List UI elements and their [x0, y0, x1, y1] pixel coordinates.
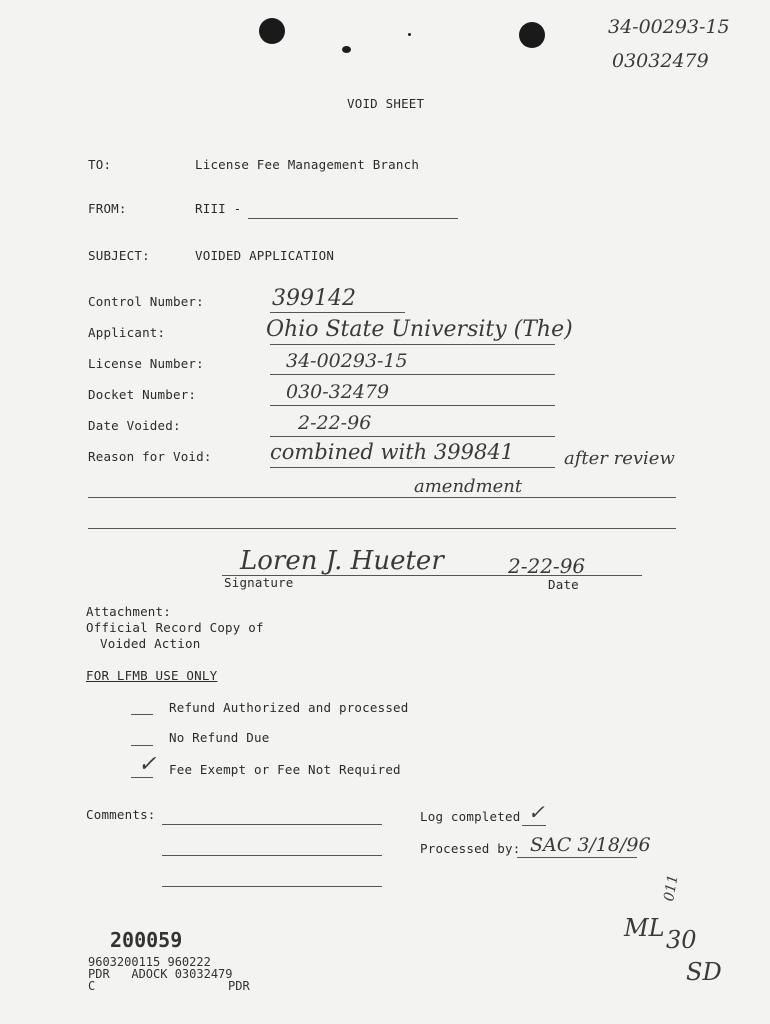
lfmb-heading: FOR LFMB USE ONLY [86, 668, 218, 683]
log-completed-label: Log completed [420, 809, 521, 824]
stamp-line1: 9603200115 960222 [88, 955, 211, 969]
stamp-line3-right: PDR [228, 979, 250, 993]
license-number-value: 34-00293-15 [286, 350, 408, 372]
signature-label: Signature [224, 575, 294, 590]
subject-label: SUBJECT: [88, 248, 150, 263]
docket-number-underline [270, 405, 555, 406]
handwritten-license-number: 34-00293-15 [608, 16, 730, 38]
option2-label: No Refund Due [169, 730, 270, 745]
date-voided-label: Date Voided: [88, 418, 181, 433]
control-number-label: Control Number: [88, 294, 204, 309]
comments-line-2[interactable] [162, 855, 382, 856]
handwritten-docket-number: 03032479 [612, 50, 709, 72]
option1-label: Refund Authorized and processed [169, 700, 409, 715]
docket-number-value: 030-32479 [286, 381, 390, 403]
from-label: FROM: [88, 201, 127, 216]
signature: Loren J. Hueter [240, 546, 444, 576]
reason-line2: amendment [414, 476, 523, 497]
processed-by-label: Processed by: [420, 841, 521, 856]
punch-hole-left [259, 18, 285, 44]
page-title: VOID SHEET [347, 96, 425, 111]
reason-underline-1 [270, 467, 555, 468]
license-number-underline [270, 374, 555, 375]
speck-small [408, 33, 411, 36]
comments-line-3[interactable] [162, 886, 382, 887]
stamp-line2: PDR ADOCK 03032479 [88, 967, 233, 981]
from-value: RIII - [195, 201, 242, 216]
option3-checkbox[interactable] [131, 777, 153, 778]
reason-label: Reason for Void: [88, 449, 212, 464]
from-underline [248, 218, 458, 219]
comments-line-1[interactable] [162, 824, 382, 825]
processed-by-value: SAC 3/18/96 [530, 834, 651, 856]
margin-initials: ML [624, 914, 665, 942]
stamp-line3-left: C [88, 979, 96, 993]
to-value: License Fee Management Branch [195, 157, 420, 172]
date-voided-value: 2-22-96 [298, 412, 372, 434]
applicant-label: Applicant: [88, 325, 166, 340]
processed-by-underline [517, 857, 637, 858]
stamp-number: 200059 [110, 928, 183, 952]
option2-checkbox[interactable] [131, 745, 153, 746]
log-completed-mark: ✓ [528, 800, 545, 824]
license-number-label: License Number: [88, 356, 204, 371]
punch-hole-right [519, 22, 545, 48]
reason-extra: after review [564, 448, 675, 469]
attachment-line2: Official Record Copy of [86, 620, 264, 635]
margin-number: 30 [666, 926, 697, 954]
reason-underline-3 [88, 528, 676, 529]
option1-checkbox[interactable] [131, 714, 153, 715]
signature-date-value: 2-22-96 [508, 554, 586, 578]
option3-check-mark: ✓ [138, 752, 157, 777]
attachment-line3: Voided Action [100, 636, 201, 651]
control-number-value: 399142 [272, 286, 356, 311]
applicant-value: Ohio State University (The) [266, 317, 573, 342]
option3-label: Fee Exempt or Fee Not Required [169, 762, 401, 777]
date-voided-underline [270, 436, 555, 437]
applicant-underline [270, 344, 555, 345]
reason-value: combined with 399841 [270, 440, 515, 464]
reason-underline-2 [88, 497, 676, 498]
speck [342, 46, 351, 53]
date-label: Date [548, 577, 579, 592]
control-number-underline [270, 312, 405, 313]
margin-note: SD [686, 958, 722, 986]
comments-label: Comments: [86, 807, 156, 822]
log-completed-underline [522, 825, 546, 826]
attachment-line1: Attachment: [86, 604, 171, 619]
docket-number-label: Docket Number: [88, 387, 197, 402]
margin-small-note: 011 [661, 873, 682, 903]
to-label: TO: [88, 157, 112, 172]
subject-value: VOIDED APPLICATION [195, 248, 335, 263]
